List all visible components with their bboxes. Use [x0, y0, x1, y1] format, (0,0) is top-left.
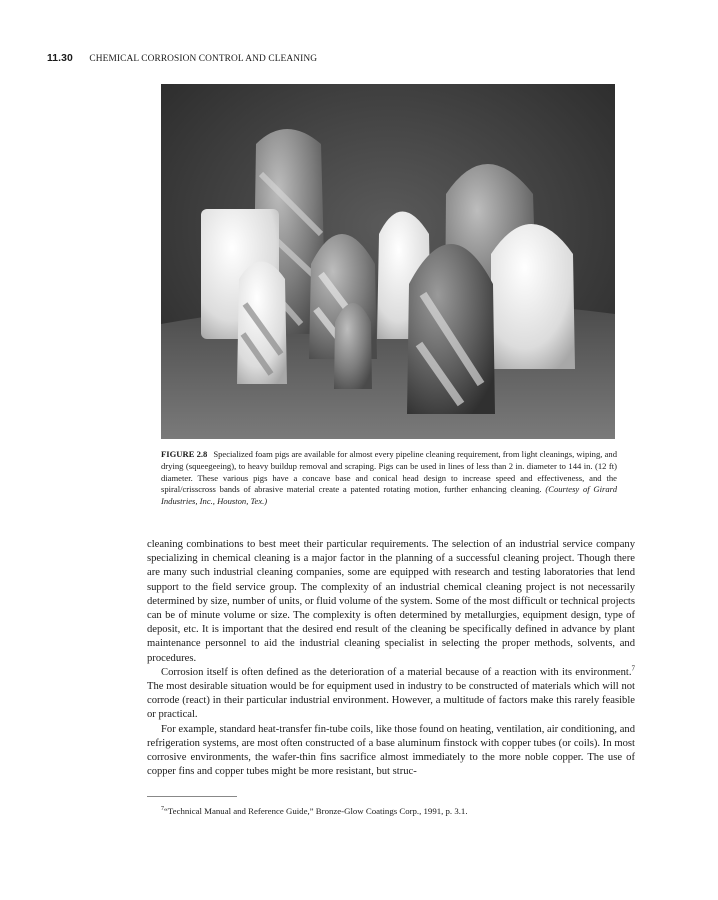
- paragraph-1: cleaning combinations to best meet their particular requirements. The selection of an industrial service company specializing in chemical cleaning is a major factor in the planning of a successful cleaning project. Though there are many such industrial cleaning companies, some are equipped with research and testing laboratories that lend support to the field service group. The complexity of an industrial chemical cleaning project is not necessarily determined by size, number of units, or fluid volume of the system. Some of the most difficult or technical projects can be of minute volume or size. The complexity is often determined by metallurgies, equipment design, type of deposit, etc. It is important that the desired end result of the cleaning be specifically defined in advance by plant maintenance personnel to aid the industrial cleaning specialist in selecting the proper methods, solvents, and procedures.: [147, 539, 635, 664]
- footnote-divider: [147, 796, 237, 797]
- running-title: CHEMICAL CORROSION CONTROL AND CLEANING: [89, 54, 318, 64]
- paragraph-3: For example, standard heat-transfer fin-tube coils, like those found on heating, ventilation, air conditioning, and refrigeration systems, are most often constructed of a base aluminum finstock with copper tubes (or coils). In most corrosive environments, the wafer-thin fins sacrifice almost immediately to the more noble copper. The use of copper fins and copper tubes might be more resistant, but struc-: [147, 723, 635, 778]
- figure-label: FIGURE 2.8: [161, 449, 208, 459]
- footnote-marker: 7: [161, 806, 164, 812]
- paragraph-2-part-b: The most desirable situation would be for equipment used in industry to be constructed of materials which will not corrode (react) in their particular industrial environment. However, a multitude of factors make this rarely feasible or practical.: [147, 681, 635, 721]
- figure-caption: [161, 449, 617, 508]
- footnote-text: “Technical Manual and Reference Guide,” Bronze-Glow Coatings Corp., 1991, p. 3.1.: [164, 805, 468, 816]
- footnote: [161, 804, 631, 817]
- caption-credit: (Courtesy of Girard Industries, Inc., Houston, Tex.): [161, 484, 617, 507]
- foam-pigs-photo: [161, 84, 615, 439]
- body-text: [147, 538, 635, 779]
- page-number: 11.30: [47, 53, 73, 64]
- paragraph-2-part-a: Corrosion itself is often defined as the deterioration of a material because of a reaction with its environment.: [161, 666, 632, 678]
- caption-text: Specialized foam pigs are available for almost every pipeline cleaning requirement, from light cleanings, wiping, and drying (squeegeeing), to heavy buildup removal and scraping. Pigs can be used in lines of less than 2 in. diameter to 144 in. (12 ft) diameter. These various pigs have a concave base and conical head design to increase speed and effectiveness, and the spiral/crisscross bands of abrasive material create a patented rotating motion, further enhancing cleaning.: [161, 449, 617, 495]
- figure-photo: [161, 84, 615, 439]
- footnote-reference[interactable]: 7: [631, 664, 635, 673]
- running-header: [47, 53, 667, 64]
- paragraph-2: [147, 666, 635, 723]
